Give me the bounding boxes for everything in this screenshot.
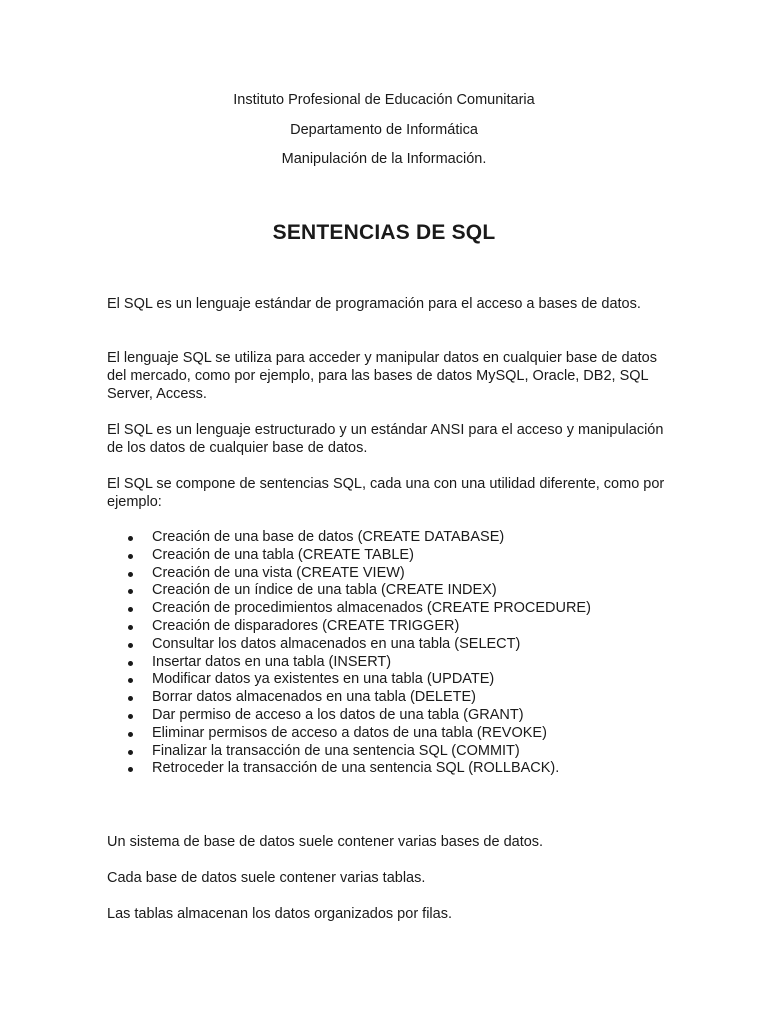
list-item (107, 547, 677, 565)
list-item-text: Eliminar permisos de acceso a datos de una tabla (REVOKE) (152, 724, 547, 741)
bullet-icon (128, 643, 133, 648)
paragraph-table-rows: Las tablas almacenan los datos organizados por filas. (107, 906, 452, 922)
bullet-icon (128, 625, 133, 630)
list-item (107, 689, 677, 707)
paragraph-sql-usage: El lenguaje SQL se utiliza para acceder y manipular datos en cualquier base de datos del mercado, como por ejemplo, para las bases de datos MySQL, Oracle, DB2, SQL Server, Access. (107, 350, 657, 402)
department-name: Departamento de Informática (290, 122, 478, 138)
bullet-icon (128, 696, 133, 701)
list-item-text: Finalizar la transacción de una sentencia SQL (COMMIT) (152, 742, 520, 759)
list-item-text: Insertar datos en una tabla (INSERT) (152, 653, 392, 670)
list-item (107, 707, 677, 725)
list-item-text: Retroceder la transacción de una sentencia SQL (ROLLBACK). (152, 760, 560, 777)
list-item-text: Creación de procedimientos almacenados (CREATE PROCEDURE) (152, 600, 591, 617)
bullet-icon (128, 554, 133, 559)
bullet-icon (128, 589, 133, 594)
list-item (107, 529, 677, 547)
list-item-text: Creación de una vista (CREATE VIEW) (152, 564, 405, 581)
bullet-icon (128, 661, 133, 666)
document-title: SENTENCIAS DE SQL (272, 221, 496, 244)
list-item-text: Creación de una tabla (CREATE TABLE) (152, 546, 414, 563)
institute-name: Instituto Profesional de Educación Comunitaria (233, 92, 535, 108)
list-item-text: Dar permiso de acceso a los datos de una tabla (GRANT) (152, 706, 524, 723)
bullet-icon (128, 678, 133, 683)
list-item (107, 636, 677, 654)
list-item-text: Borrar datos almacenados en una tabla (DELETE) (152, 689, 477, 706)
bullet-icon (128, 767, 133, 772)
bullet-icon (128, 732, 133, 737)
list-item (107, 600, 677, 618)
paragraph-database-system: Un sistema de base de datos suele contener varias bases de datos. (107, 834, 544, 850)
list-item (107, 654, 677, 672)
paragraph-database-tables: Cada base de datos suele contener varias tablas. (107, 870, 426, 886)
paragraph-sql-sentences: El SQL se compone de sentencias SQL, cada una con una utilidad diferente, como por ejemplo: (107, 476, 665, 510)
bullet-icon (128, 572, 133, 577)
list-item (107, 618, 677, 636)
list-item-text: Modificar datos ya existentes en una tabla (UPDATE) (152, 671, 495, 688)
list-item-text: Creación de una base de datos (CREATE DATABASE) (152, 529, 505, 545)
list-item-text: Creación de disparadores (CREATE TRIGGER) (152, 617, 460, 634)
list-item (107, 565, 677, 583)
bullet-icon (128, 750, 133, 755)
list-item-text: Consultar los datos almacenados en una tabla (SELECT) (152, 635, 521, 652)
sql-sentences-list (107, 529, 677, 778)
paragraph-sql-ansi: El SQL es un lenguaje estructurado y un estándar ANSI para el acceso y manipulación de los datos de cualquier base de datos. (107, 422, 664, 456)
bullet-icon (128, 714, 133, 719)
bullet-icon (128, 607, 133, 612)
list-item (107, 582, 677, 600)
list-item (107, 760, 677, 778)
paragraph-sql-definition: El SQL es un lenguaje estándar de programación para el acceso a bases de datos. (107, 296, 641, 312)
course-name: Manipulación de la Información. (281, 151, 487, 167)
list-item-text: Creación de un índice de una tabla (CREATE INDEX) (152, 582, 497, 599)
list-item (107, 725, 677, 743)
bullet-icon (128, 536, 133, 541)
list-item (107, 671, 677, 689)
list-item (107, 743, 677, 761)
